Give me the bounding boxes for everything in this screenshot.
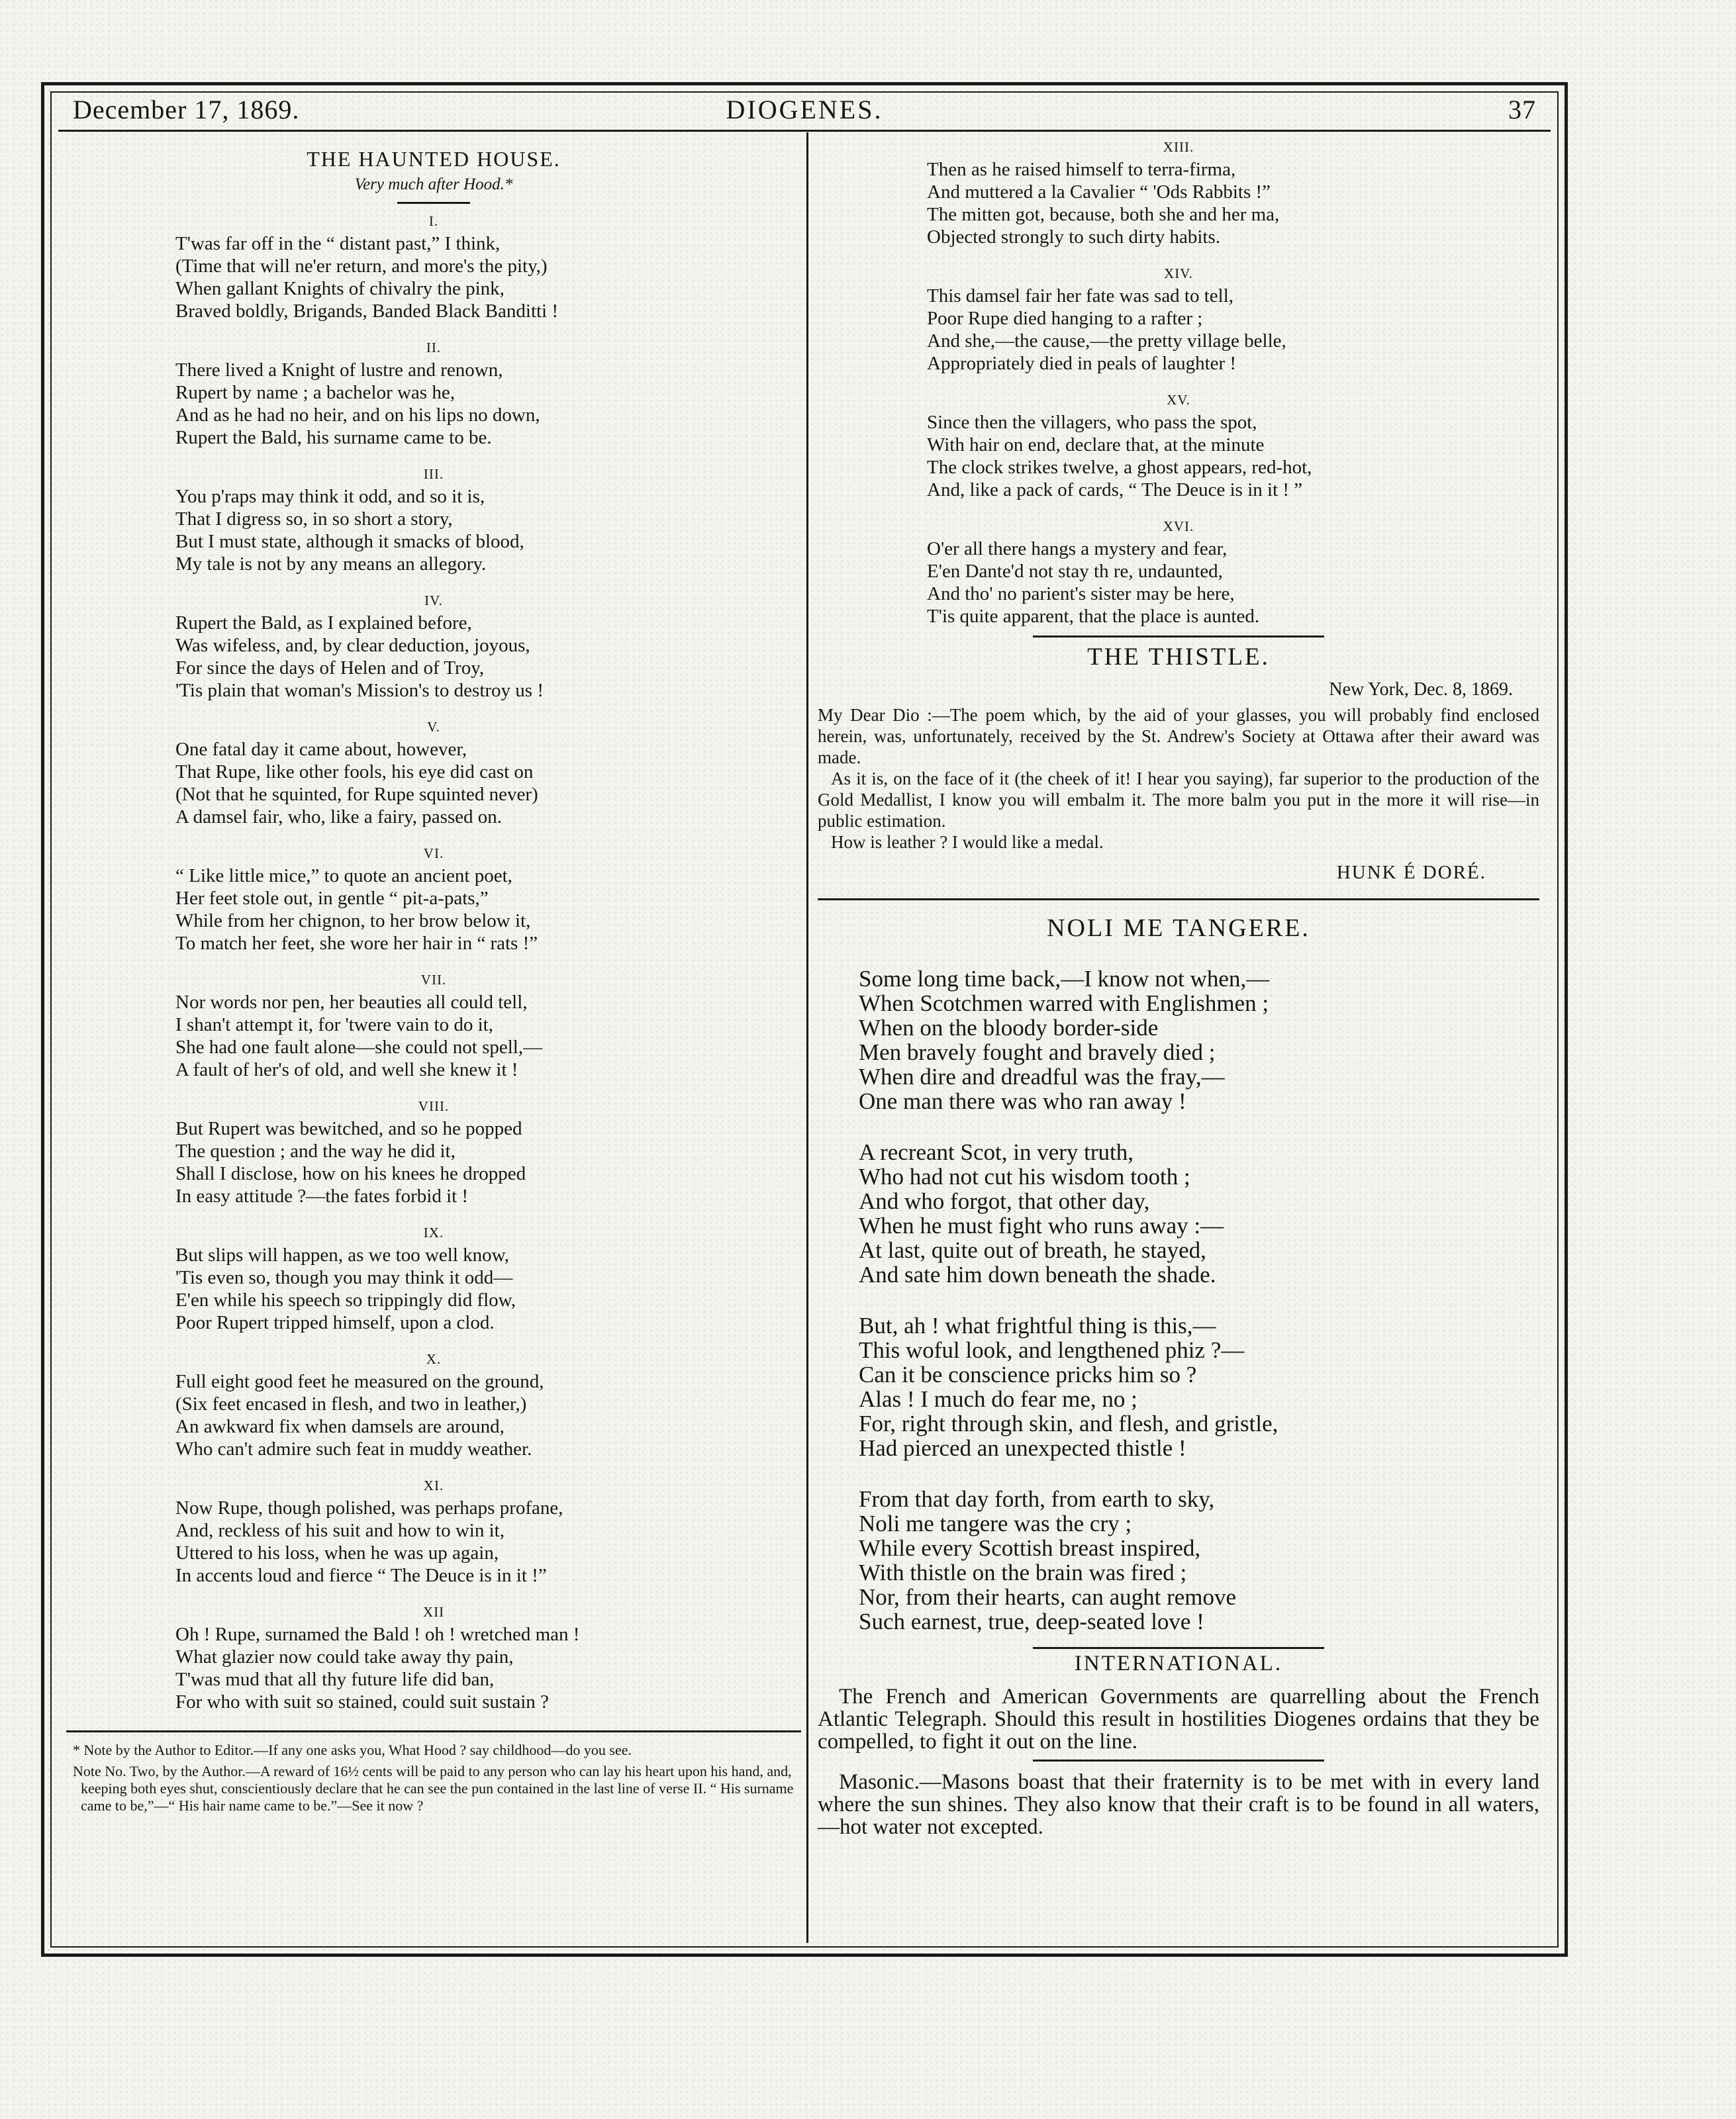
stanza bbox=[73, 845, 795, 955]
section-rule bbox=[1033, 1647, 1324, 1649]
verse-line: While every Scottish breast inspired, bbox=[859, 1535, 1201, 1561]
verse-line: The clock strikes twelve, a ghost appears, red-hot, bbox=[927, 457, 1312, 478]
verse-line: But I must state, although it smacks of blood, bbox=[175, 531, 524, 552]
stanza bbox=[818, 1140, 1539, 1287]
verse-line: That I digress so, in so short a story, bbox=[175, 508, 453, 530]
verse-line: One fatal day it came about, however, bbox=[175, 739, 467, 760]
stanza-numeral: XI. bbox=[423, 1478, 444, 1493]
verse-line: With hair on end, declare that, at the minute bbox=[927, 434, 1265, 455]
stanza bbox=[73, 592, 795, 702]
verse-line: Shall I disclose, how on his knees he dropped bbox=[175, 1163, 526, 1184]
letter-paragraph: How is leather ? I would like a medal. bbox=[831, 832, 1104, 852]
stanza bbox=[73, 213, 795, 322]
international-text: The French and American Governments are quarrelling about the French Atlantic Telegraph. Should this result in hostilities Diogenes ordains that they be compelled, to fight it out on the line. bbox=[818, 1685, 1539, 1754]
thistle-letter bbox=[818, 704, 1539, 853]
verse-line: The question ; and the way he did it, bbox=[175, 1141, 456, 1162]
stanza-numeral: II. bbox=[426, 340, 442, 355]
verse-line: For, right through skin, and flesh, and gristle, bbox=[859, 1411, 1278, 1436]
verse-line: You p'raps may think it odd, and so it is, bbox=[175, 486, 485, 507]
stanza bbox=[818, 966, 1539, 1113]
verse-line: She had one fault alone—she could not spell,— bbox=[175, 1037, 543, 1058]
haunted-house-stanzas-continued bbox=[818, 139, 1539, 628]
stanza bbox=[73, 972, 795, 1081]
stanza bbox=[73, 1351, 795, 1460]
stanza-numeral: XII bbox=[422, 1604, 445, 1620]
thistle-dateline: New York, Dec. 8, 1869. bbox=[1329, 679, 1513, 700]
verse-line: At last, quite out of breath, he stayed, bbox=[859, 1237, 1206, 1263]
verse-line: And, reckless of his suit and how to win it, bbox=[175, 1520, 505, 1541]
section-rule bbox=[1033, 1760, 1324, 1762]
verse-line: And who forgot, that other day, bbox=[859, 1188, 1150, 1214]
verse-line: A damsel fair, who, like a fairy, passed on. bbox=[175, 806, 503, 827]
verse-line: T'was far off in the “ distant past,” I think, bbox=[175, 233, 501, 254]
section-rule bbox=[818, 898, 1539, 900]
column-divider bbox=[806, 132, 808, 1943]
verse-line: In easy attitude ?—the fates forbid it ! bbox=[175, 1186, 469, 1207]
stanza bbox=[818, 139, 1539, 248]
verse-line: T'was mud that all thy future life did ban, bbox=[175, 1669, 495, 1690]
verse-line: Oh ! Rupe, surnamed the Bald ! oh ! wretched man ! bbox=[175, 1624, 580, 1645]
verse-line: Her feet stole out, in gentle “ pit-a-pats,” bbox=[175, 888, 489, 909]
verse-line: From that day forth, from earth to sky, bbox=[859, 1486, 1215, 1512]
verse-line: 'Tis even so, though you may think it odd— bbox=[175, 1267, 513, 1288]
verse-line: 'Tis plain that woman's Mission's to destroy us ! bbox=[175, 680, 544, 701]
page-number: 37 bbox=[1508, 95, 1536, 124]
stanza-numeral: III. bbox=[423, 466, 444, 482]
title-rule bbox=[397, 202, 470, 204]
stanza-numeral: XIV. bbox=[1164, 265, 1193, 281]
verse-line: Poor Rupe died hanging to a rafter ; bbox=[927, 308, 1203, 329]
verse-line: To match her feet, she wore her hair in “ rats !” bbox=[175, 933, 538, 954]
verse-line: There lived a Knight of lustre and renown, bbox=[175, 359, 503, 381]
noli-title: NOLI ME TANGERE. bbox=[1047, 914, 1310, 942]
verse-line: Who can't admire such feat in muddy weather. bbox=[175, 1438, 532, 1460]
verse-line: And, like a pack of cards, “ The Deuce is in it ! ” bbox=[927, 479, 1303, 500]
footnote-rule bbox=[66, 1730, 801, 1732]
verse-line: A fault of her's of old, and well she knew it ! bbox=[175, 1059, 518, 1080]
stanza bbox=[73, 1478, 795, 1587]
verse-line: When on the bloody border-side bbox=[859, 1015, 1159, 1041]
verse-line: A recreant Scot, in very truth, bbox=[859, 1139, 1134, 1165]
footnote: Note No. Two, by the Author.—A reward of 16½ cents will be paid to any person who can lay his heart upon his hand, and, keeping both eyes shut, conscientiously declare that he can see the pun contained in the last line of verse II. “ His surname came to be,”—“ His hair name came to be.”—See it now ? bbox=[73, 1763, 794, 1814]
verse-line: But Rupert was bewitched, and so he popped bbox=[175, 1118, 522, 1139]
footnote: * Note by the Author to Editor.—If any one asks you, What Hood ? say childhood—do you see. bbox=[73, 1742, 632, 1758]
verse-line: Nor words nor pen, her beauties all could tell, bbox=[175, 992, 528, 1013]
verse-line: Braved boldly, Brigands, Banded Black Banditti ! bbox=[175, 301, 559, 322]
international-title: INTERNATIONAL. bbox=[1074, 1652, 1283, 1675]
verse-line: O'er all there hangs a mystery and fear, bbox=[927, 538, 1228, 559]
stanza bbox=[73, 340, 795, 449]
verse-line: “ Like little mice,” to quote an ancient poet, bbox=[175, 865, 512, 886]
stanza bbox=[73, 1604, 795, 1713]
stanza bbox=[818, 1487, 1539, 1634]
verse-line: Men bravely fought and bravely died ; bbox=[859, 1039, 1216, 1065]
verse-line: Nor, from their hearts, can aught remove bbox=[859, 1584, 1237, 1610]
verse-line: Now Rupe, though polished, was perhaps profane, bbox=[175, 1497, 563, 1519]
stanza bbox=[73, 466, 795, 575]
stanza bbox=[73, 719, 795, 828]
thistle-title: THE THISTLE. bbox=[1087, 643, 1270, 671]
letter-paragraph: My Dear Dio :—The poem which, by the aid of your glasses, you will probably find enclosed herein, was, unfortunately, received by the St. Andrew's Society at Ottawa after their award was made. bbox=[818, 705, 1539, 767]
verse-line: Rupert the Bald, as I explained before, bbox=[175, 612, 472, 634]
section-rule bbox=[1033, 636, 1324, 637]
stanza bbox=[73, 1098, 795, 1207]
stanza bbox=[73, 1225, 795, 1334]
noli-stanzas bbox=[818, 966, 1539, 1634]
verse-line: An awkward fix when damsels are around, bbox=[175, 1416, 505, 1437]
stanza-numeral: IX. bbox=[423, 1225, 444, 1241]
verse-line: Who had not cut his wisdom tooth ; bbox=[859, 1164, 1190, 1190]
letter-signature: HUNK É DORÉ. bbox=[1336, 862, 1486, 883]
stanza-numeral: VI. bbox=[423, 845, 444, 861]
stanza-numeral: VIII. bbox=[418, 1098, 450, 1114]
verse-line: One man there was who ran away ! bbox=[859, 1088, 1186, 1114]
stanza-numeral: X. bbox=[426, 1351, 442, 1367]
masthead-title: DIOGENES. bbox=[726, 95, 883, 124]
stanza bbox=[818, 1313, 1539, 1460]
stanza-numeral: IV. bbox=[424, 592, 443, 608]
verse-line: Noli me tangere was the cry ; bbox=[859, 1511, 1132, 1536]
verse-line: This woful look, and lengthened phiz ?— bbox=[859, 1337, 1245, 1363]
verse-line: E'en while his speech so trippingly did flow, bbox=[175, 1290, 516, 1311]
verse-line: Objected strongly to such dirty habits. bbox=[927, 226, 1220, 248]
stanza bbox=[818, 265, 1539, 375]
verse-line: For since the days of Helen and of Troy, bbox=[175, 657, 485, 679]
verse-line: In accents loud and fierce “ The Deuce is in it !” bbox=[175, 1565, 547, 1586]
verse-line: Rupert the Bald, his surname came to be. bbox=[175, 427, 492, 448]
stanza bbox=[818, 518, 1539, 628]
verse-line: I shan't attempt it, for 'twere vain to do it, bbox=[175, 1014, 493, 1035]
verse-line: While from her chignon, to her brow below it, bbox=[175, 910, 531, 931]
verse-line: With thistle on the brain was fired ; bbox=[859, 1560, 1187, 1585]
verse-line: E'en Dante'd not stay th re, undaunted, bbox=[927, 561, 1223, 582]
page-header bbox=[60, 94, 1549, 128]
verse-line: My tale is not by any means an allegory. bbox=[175, 553, 487, 575]
footnotes bbox=[73, 1742, 795, 1814]
verse-line: Some long time back,—I know not when,— bbox=[859, 966, 1270, 992]
verse-line: The mitten got, because, both she and her ma, bbox=[927, 204, 1280, 225]
verse-line: When gallant Knights of chivalry the pink, bbox=[175, 278, 505, 299]
verse-line: This damsel fair her fate was sad to tell, bbox=[927, 285, 1234, 306]
verse-line: T'is quite apparent, that the place is aunted. bbox=[927, 606, 1260, 627]
verse-line: Had pierced an unexpected thistle ! bbox=[859, 1435, 1186, 1461]
stanza-numeral: XV. bbox=[1167, 392, 1190, 408]
verse-line: Since then the villagers, who pass the spot, bbox=[927, 412, 1257, 433]
masonic-text: Masonic.—Masons boast that their fraternity is to be met with in every land where the sun shines. They also know that their craft is to be found in all waters,—hot water not excepted. bbox=[818, 1770, 1539, 1839]
verse-line: And she,—the cause,—the pretty village belle, bbox=[927, 330, 1286, 352]
verse-line: (Not that he squinted, for Rupe squinted never) bbox=[175, 784, 538, 805]
issue-date: December 17, 1869. bbox=[73, 95, 300, 124]
header-rule bbox=[58, 130, 1551, 132]
verse-line: And muttered a la Cavalier “ 'Ods Rabbits !” bbox=[927, 181, 1271, 203]
verse-line: Appropriately died in peals of laughter ! bbox=[927, 353, 1237, 374]
letter-paragraph: As it is, on the face of it (the cheek of it! I hear you saying), far superior to the production of the Gold Medallist, I know you will embalm it. The more balm you put in the more it will rise—in public estimation. bbox=[818, 769, 1539, 831]
poem-title: THE HAUNTED HOUSE. bbox=[307, 147, 561, 171]
verse-line: What glazier now could take away thy pain, bbox=[175, 1646, 514, 1668]
stanza-numeral: VII. bbox=[420, 972, 447, 988]
verse-line: And as he had no heir, and on his lips no down, bbox=[175, 404, 540, 426]
verse-line: Then as he raised himself to terra-firma, bbox=[927, 159, 1236, 180]
verse-line: Poor Rupert tripped himself, upon a clod. bbox=[175, 1312, 495, 1333]
left-column bbox=[73, 139, 795, 1818]
haunted-house-stanzas bbox=[73, 213, 795, 1713]
verse-line: Was wifeless, and, by clear deduction, joyous, bbox=[175, 635, 530, 656]
right-column bbox=[818, 139, 1539, 1838]
verse-line: When dire and dreadful was the fray,— bbox=[859, 1064, 1225, 1090]
stanza-numeral: XVI. bbox=[1163, 518, 1194, 534]
verse-line: (Time that will ne'er return, and more's the pity,) bbox=[175, 256, 548, 277]
verse-line: Uttered to his loss, when he was up again, bbox=[175, 1542, 499, 1564]
verse-line: That Rupe, like other fools, his eye did cast on bbox=[175, 761, 534, 782]
verse-line: (Six feet encased in flesh, and two in leather,) bbox=[175, 1393, 527, 1415]
verse-line: But slips will happen, as we too well know, bbox=[175, 1245, 509, 1266]
verse-line: Alas ! I much do fear me, no ; bbox=[859, 1386, 1137, 1412]
stanza-numeral: I. bbox=[428, 213, 439, 229]
poem-subtitle: Very much after Hood.* bbox=[354, 175, 513, 193]
stanza-numeral: XIII. bbox=[1163, 139, 1194, 155]
verse-line: But, ah ! what frightful thing is this,— bbox=[859, 1313, 1216, 1339]
verse-line: Can it be conscience pricks him so ? bbox=[859, 1362, 1197, 1388]
stanza-numeral: V. bbox=[427, 719, 440, 735]
verse-line: And sate him down beneath the shade. bbox=[859, 1262, 1216, 1288]
verse-line: For who with suit so stained, could suit sustain ? bbox=[175, 1691, 549, 1713]
verse-line: Rupert by name ; a bachelor was he, bbox=[175, 382, 455, 403]
verse-line: When Scotchmen warred with Englishmen ; bbox=[859, 990, 1269, 1016]
stanza bbox=[818, 392, 1539, 501]
verse-line: And tho' no parient's sister may be here, bbox=[927, 583, 1235, 604]
verse-line: Such earnest, true, deep-seated love ! bbox=[859, 1609, 1204, 1634]
verse-line: Full eight good feet he measured on the ground, bbox=[175, 1371, 544, 1392]
verse-line: When he must fight who runs away :— bbox=[859, 1213, 1224, 1239]
